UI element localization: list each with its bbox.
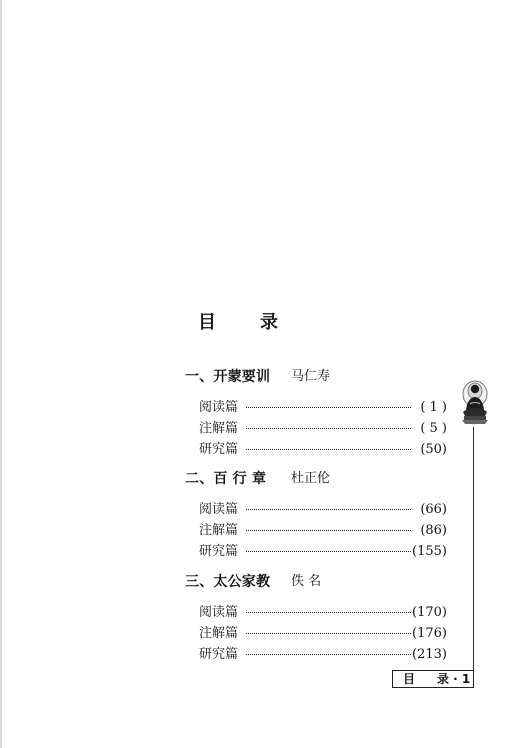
- dot-leader: [246, 428, 411, 429]
- toc-entry[interactable]: [199, 499, 461, 520]
- dot-leader: [246, 509, 411, 510]
- section-1-entries: [199, 397, 461, 460]
- toc-entry-page: (170): [412, 605, 447, 620]
- section-2-title: 二、百 行 章: [185, 471, 267, 487]
- toc-title-first-char: 目: [198, 312, 216, 333]
- dot-leader: [246, 654, 411, 655]
- section-3-title: 三、太公家教: [185, 574, 271, 590]
- dot-leader: [246, 551, 411, 552]
- section-3-header: [185, 572, 455, 592]
- section-2-header: [185, 469, 455, 489]
- toc-entry-label: 阅读篇: [199, 502, 239, 517]
- section-2-entries: [199, 499, 461, 562]
- footer-left-text: 目: [403, 672, 416, 686]
- toc-entry[interactable]: [199, 397, 461, 418]
- toc-entry-label: 注解篇: [199, 626, 239, 641]
- section-3-author: 佚 名: [291, 574, 322, 589]
- toc-entry-page: ( 1 ): [420, 400, 447, 415]
- toc-entry-label: 研究篇: [199, 647, 239, 662]
- seated-buddha-icon: [454, 378, 496, 426]
- dot-leader: [246, 612, 411, 613]
- section-1-header: [185, 367, 455, 387]
- toc-entry[interactable]: [199, 520, 461, 541]
- section-3-entries: [199, 602, 461, 665]
- page-footer: [392, 670, 474, 688]
- toc-title: [198, 314, 308, 338]
- dot-leader: [246, 407, 411, 408]
- section-2: [185, 469, 455, 559]
- footer-page-number: 录 · 1: [437, 672, 471, 686]
- toc-entry-page: (50): [420, 442, 447, 457]
- toc-entry-page: ( 5 ): [420, 421, 447, 436]
- section-1: [185, 367, 455, 457]
- toc-title-second-char: 录: [260, 312, 278, 333]
- toc-entry[interactable]: [199, 623, 461, 644]
- section-2-author: 杜正伦: [291, 471, 331, 486]
- dot-leader: [246, 633, 411, 634]
- dot-leader: [246, 530, 411, 531]
- toc-entry[interactable]: [199, 644, 461, 665]
- toc-entry[interactable]: [199, 418, 461, 439]
- toc-entry-label: 注解篇: [199, 523, 239, 538]
- toc-entry-page: (155): [412, 544, 447, 559]
- toc-entry-label: 阅读篇: [199, 400, 239, 415]
- right-vertical-rule: [473, 427, 474, 677]
- toc-entry-label: 研究篇: [199, 544, 239, 559]
- section-1-author: 马仁寿: [291, 369, 331, 384]
- toc-entry-label: 阅读篇: [199, 605, 239, 620]
- toc-entry-page: (86): [420, 523, 447, 538]
- toc-entry-label: 注解篇: [199, 421, 239, 436]
- toc-entry[interactable]: [199, 541, 461, 562]
- toc-entry-page: (213): [412, 647, 447, 662]
- section-1-title: 一、开蒙要训: [185, 369, 271, 385]
- toc-entry-label: 研究篇: [199, 442, 239, 457]
- toc-entry[interactable]: [199, 602, 461, 623]
- toc-entry-page: (176): [412, 626, 447, 641]
- toc-entry-page: (66): [420, 502, 447, 517]
- page-left-edge: [0, 0, 2, 748]
- toc-entry[interactable]: [199, 439, 461, 460]
- section-3: [185, 572, 455, 662]
- dot-leader: [246, 449, 411, 450]
